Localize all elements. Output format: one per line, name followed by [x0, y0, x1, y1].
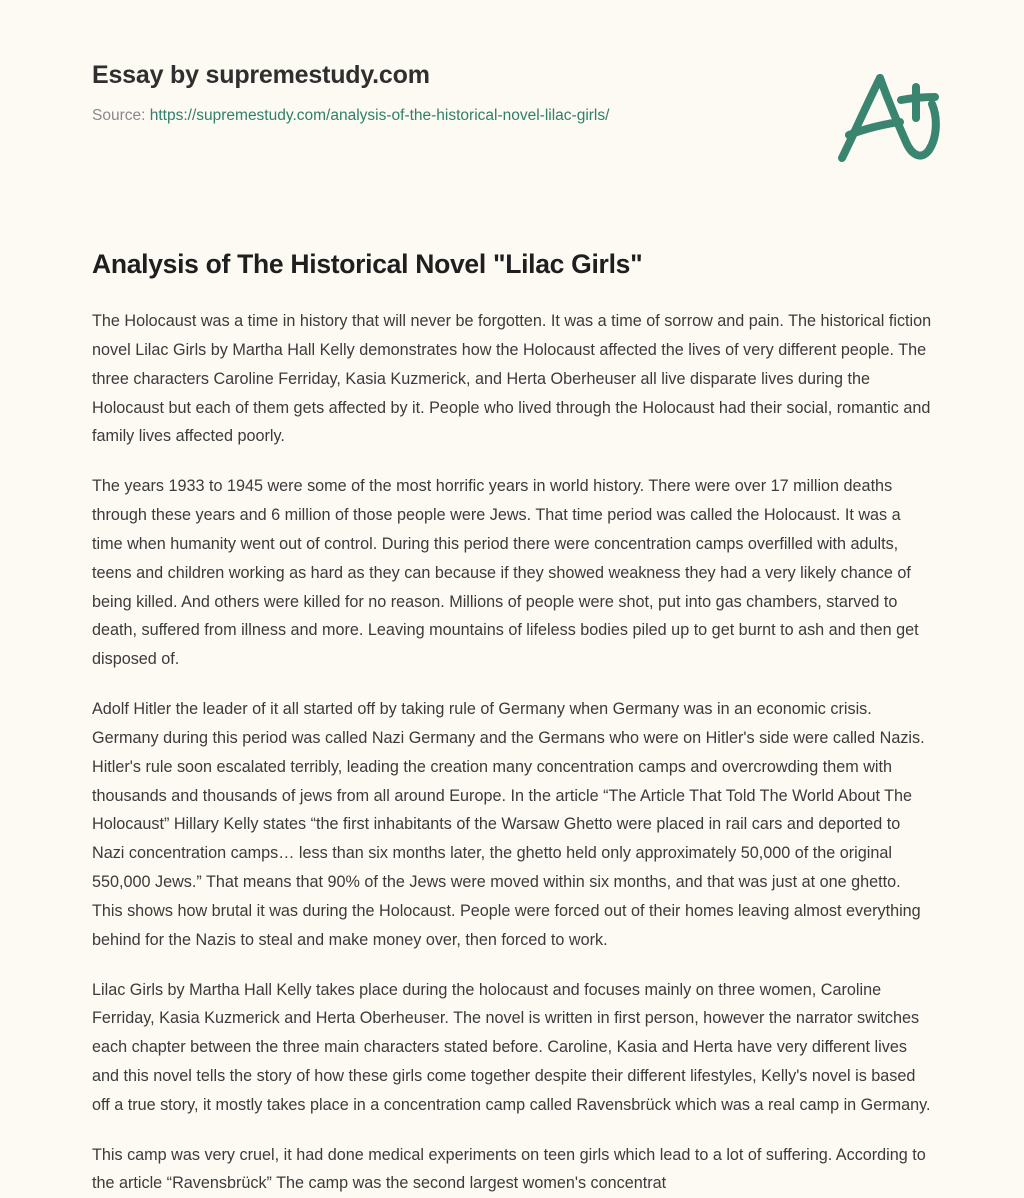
source-url-link[interactable]: https://supremestudy.com/analysis-of-the-historical-novel-lilac-girls/: [149, 106, 610, 124]
brand-title: Essay by supremestudy.com: [92, 61, 430, 89]
page-title: Analysis of The Historical Novel "Lilac Girls": [92, 249, 643, 279]
paragraph: Adolf Hitler the leader of it all started off by taking rule of Germany when Germany was in an economic crisis. Germany during this period was called Nazi Germany and the Germans who were on Hitler's side were called Nazis. Hitler's rule soon escalated terribly, leading the creation many concentration camps and overcrowding them with thousands and thousands of jews from all around Europe. In the article “The Article That Told The World About The Holocaust” Hillary Kelly states “the first inhabitants of the Warsaw Ghetto were placed in rail cars and deported to Nazi concentration camps… less than six months later, the ghetto held only approximately 50,000 of the original 550,000 Jews.” That means that 90% of the Jews were moved within six months, and that was just at one ghetto. This shows how brutal it was during the Holocaust. People were forced out of their homes leaving almost everything behind for the Nazis to steal and make money over, then forced to work.: [92, 700, 925, 949]
paragraph: The Holocaust was a time in history that will never be forgotten. It was a time of sorrow and pain. The historical fiction novel Lilac Girls by Martha Hall Kelly demonstrates how the Holocaust affected the lives of very different people. The three characters Caroline Ferriday, Kasia Kuzmerick, and Herta Oberheuser all live disparate lives during the Holocaust but each of them gets affected by it. People who lived through the Holocaust had their social, romantic and family lives affected poorly.: [92, 312, 932, 446]
source-line: [92, 107, 932, 126]
paragraph-list: [92, 307, 932, 1198]
paragraph: The years 1933 to 1945 were some of the most horrific years in world history. There were over 17 million deaths through these years and 6 million of those people were Jews. That time period was called the Holocaust. It was a time when humanity went out of control. During this period there were concentration camps overfilled with adults, teens and children working as hard as they can because if they showed weakness they had a very likely chance of being killed. And others were killed for no reason. Millions of people were shot, put into gas chambers, starved to death, suffered from illness and more. Leaving mountains of lifeless bodies piled up to get burnt to ash and then get disposed of.: [92, 477, 919, 669]
a-plus-logo-icon[interactable]: [828, 62, 946, 172]
paragraph: Lilac Girls by Martha Hall Kelly takes place during the holocaust and focuses mainly on three women, Caroline Ferriday, Kasia Kuzmerick and Herta Oberheuser. The novel is written in first person, however the narrator switches each chapter between the three main characters stated before. Caroline, Kasia and Herta have very different lives and this novel tells the story of how these girls come together despite their different lifestyles, Kelly's novel is based off a true story, it mostly takes place in a concentration camp called Ravensbrück which was a real camp in Germany.: [92, 980, 931, 1114]
source-label: Source:: [92, 106, 146, 124]
article-body: [0, 248, 1024, 1198]
paragraph: This camp was very cruel, it had done medical experiments on teen girls which lead to a lot of suffering. According to the article “Ravensbrück” The camp was the second largest women's concentrat: [92, 1145, 926, 1193]
page-header: [0, 0, 1024, 160]
